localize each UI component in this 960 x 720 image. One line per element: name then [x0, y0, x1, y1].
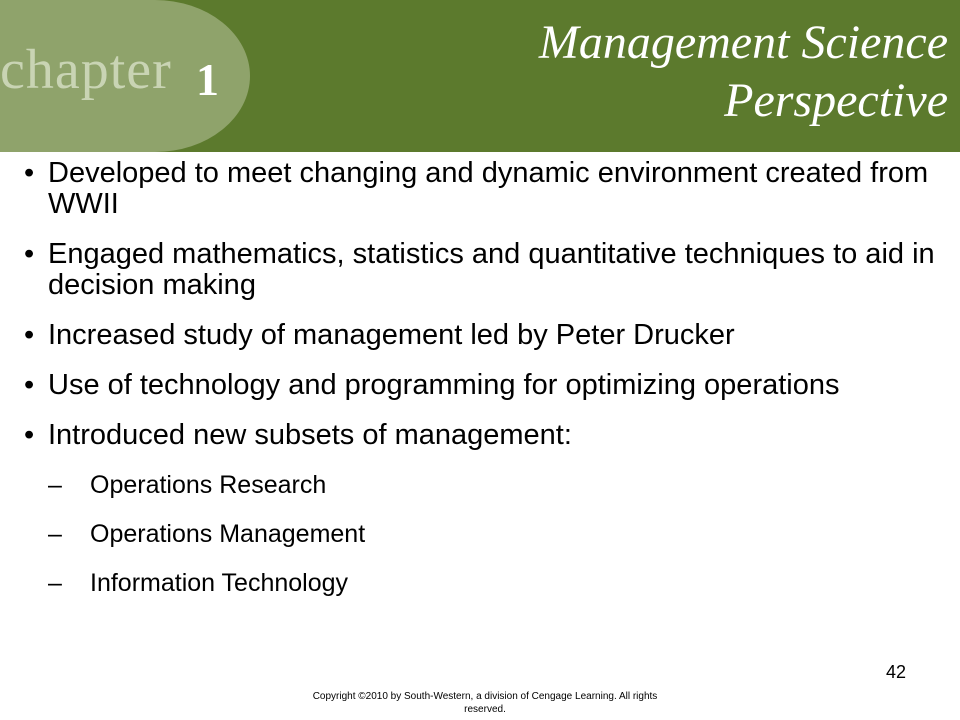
sub-bullet-text: Information Technology	[90, 569, 349, 597]
bullet-item	[24, 158, 936, 220]
bullet-item	[24, 370, 936, 401]
sub-bullet-item	[24, 519, 936, 549]
copyright-notice: Copyright ©2010 by South-Western, a division of Cengage Learning. All rights reserved.	[312, 691, 658, 715]
dash-glyph: –	[48, 471, 62, 499]
bullet-item	[24, 320, 936, 351]
bullet-text: Introduced new subsets of management:	[48, 419, 572, 451]
dash-glyph: –	[48, 520, 62, 548]
sub-bullet-text: Operations Research	[90, 471, 327, 499]
bullet-glyph: •	[24, 238, 35, 270]
chapter-label: chapter	[0, 39, 172, 101]
sub-bullet-text: Operations Management	[90, 520, 366, 548]
bullet-text: Developed to meet changing and dynamic environment created from WWII	[48, 157, 929, 220]
bullet-text: Engaged mathematics, statistics and quantitative techniques to aid in decision making	[48, 238, 935, 301]
slide-content	[24, 158, 936, 617]
bullet-glyph: •	[24, 369, 35, 401]
bullet-glyph: •	[24, 319, 35, 351]
bullet-text: Use of technology and programming for optimizing operations	[48, 369, 840, 401]
slide-title: Management Science Perspective	[538, 16, 948, 127]
sub-bullet-item	[24, 470, 936, 500]
page-number: 42	[885, 662, 906, 682]
bullet-item	[24, 420, 936, 451]
bullet-text: Increased study of management led by Peter Drucker	[48, 319, 735, 351]
sub-bullet-item	[24, 568, 936, 598]
bullet-item	[24, 239, 936, 301]
chapter-number: 1	[196, 54, 219, 105]
bullet-glyph: •	[24, 419, 35, 451]
bullet-glyph: •	[24, 157, 35, 189]
chapter-tab	[0, 0, 250, 152]
dash-glyph: –	[48, 569, 62, 597]
